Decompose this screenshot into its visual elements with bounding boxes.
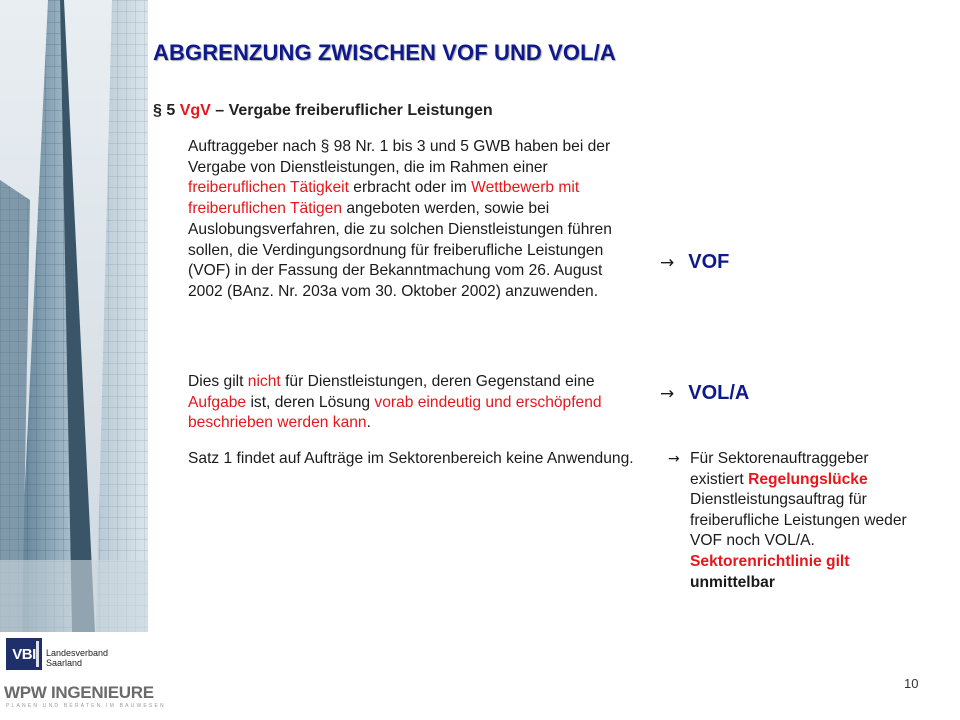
landesverband-line-1: Landesverband xyxy=(46,648,109,658)
note-text-2: Dienstleistungsauftrag für freiberufliche Leistungen weder VOF noch VOL/A. xyxy=(690,491,907,550)
page-number: 10 xyxy=(904,676,919,691)
arrow-right-icon: → xyxy=(660,383,675,404)
para1-highlight-2: Wettbewerb mit freiberuflichen Tätigen xyxy=(188,179,580,218)
paragraph-1 xyxy=(188,137,640,303)
para1-text-2: erbracht oder im xyxy=(348,179,472,197)
para2-text-4: . xyxy=(366,414,371,432)
vola-conclusion xyxy=(660,382,749,405)
landesverband-label xyxy=(46,648,108,668)
heading-suffix: – Vergabe freiberuflicher Leistungen xyxy=(210,102,493,119)
arrow-right-icon: → xyxy=(660,252,675,273)
wpw-tagline: PLANEN UND BERATEN IM BAUWESEN xyxy=(6,703,166,709)
para1-text-1: Auftraggeber nach § 98 Nr. 1 bis 3 und 5 GWB haben bei der Vergabe von Dienstleistungen, die im Rahmen einer xyxy=(188,138,611,176)
arrow-right-icon: → xyxy=(668,451,680,467)
wpw-logo: WPW INGENIEURE xyxy=(4,683,154,702)
note-text-1: Für Sektorenauftraggeber existiert xyxy=(690,450,869,488)
section-heading xyxy=(153,102,493,120)
page-title: ABGRENZUNG ZWISCHEN VOF UND VOL/A xyxy=(153,40,616,65)
heading-prefix: § 5 xyxy=(153,102,180,119)
building-image xyxy=(0,0,148,632)
sector-note xyxy=(690,449,920,593)
vola-label: VOL/A xyxy=(688,382,750,404)
note-highlight-2: Sektorenrichtlinie gilt xyxy=(690,552,850,570)
paragraph-2 xyxy=(188,372,640,434)
para2-highlight-3: vorab eindeutig und erschöpfend beschrieben werden kann xyxy=(188,393,602,432)
vof-conclusion xyxy=(660,251,729,274)
note-highlight-1: Regelungslücke xyxy=(748,470,868,488)
para1-text-3: angeboten werden, sowie bei Auslobungsverfahren, die zu solchen Dienstleistungen führen sollen, die Verdingungsordnung für freiberufliche Leistungen (VOF) in der Fassung der Bekanntmachung vom 26. August 2002 (BAnz. Nr. 203a vom 30. Oktober 2002) anzuwenden. xyxy=(188,200,612,300)
paragraph-3: Satz 1 findet auf Aufträge im Sektorenbereich keine Anwendung. xyxy=(188,450,634,467)
para2-text-3: ist, deren Lösung xyxy=(246,393,375,411)
para2-text-1: Dies gilt xyxy=(188,373,248,390)
para1-highlight-1: freiberuflichen Tätigkeit xyxy=(188,179,349,197)
note-highlight-3: unmittelbar xyxy=(690,573,775,591)
landesverband-line-2: Saarland xyxy=(46,658,83,668)
para2-text-2: für Dienstleistungen, deren Gegenstand eine xyxy=(280,373,595,390)
para2-highlight-2: Aufgabe xyxy=(188,393,247,411)
vbi-logo: VBI xyxy=(6,638,42,670)
para2-highlight-1: nicht xyxy=(247,373,281,390)
vof-label: VOF xyxy=(688,251,730,273)
heading-vgv: VgV xyxy=(179,102,211,119)
